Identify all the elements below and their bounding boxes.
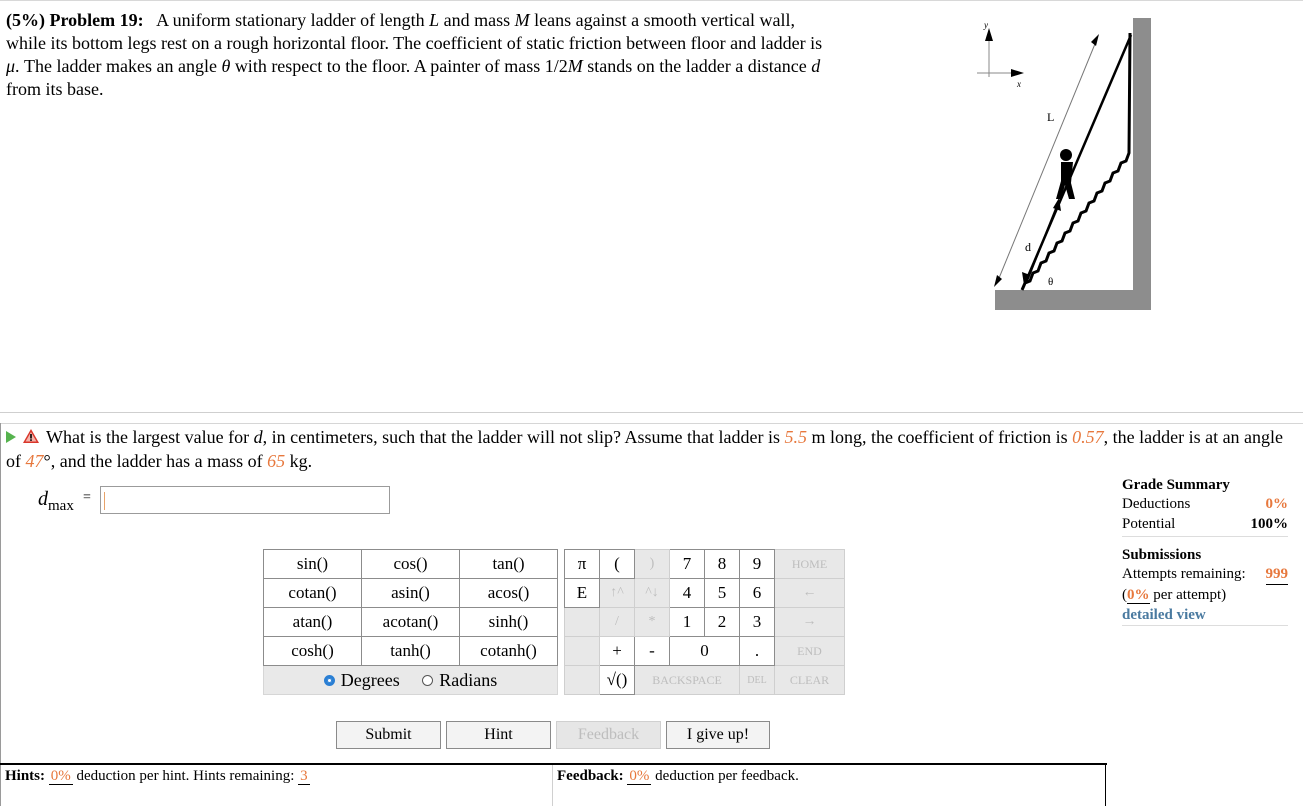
warning-icon (22, 428, 40, 444)
per-attempt-value: 0% (1127, 587, 1150, 603)
key-pi[interactable]: π (565, 550, 600, 579)
potential-value: 100% (1250, 516, 1288, 532)
key-dot[interactable]: . (740, 637, 775, 666)
hint-button[interactable]: Hint (446, 721, 551, 749)
key-divide[interactable]: / (600, 608, 635, 637)
question-text-part: kg. (285, 451, 313, 471)
attempts-value: 999 (1266, 564, 1289, 585)
question-border (0, 423, 1, 806)
radians-label: Radians (439, 669, 498, 690)
floor (995, 290, 1151, 310)
answer-input[interactable] (100, 486, 390, 514)
key-3[interactable]: 3 (740, 608, 775, 637)
section-divider (0, 412, 1303, 413)
key-e[interactable]: E (565, 579, 600, 608)
problem-number: (5%) Problem 19: (6, 10, 144, 30)
feedback-button[interactable]: Feedback (556, 721, 661, 749)
key-cos[interactable]: cos() (362, 550, 460, 579)
equals-sign: = (83, 490, 91, 505)
key-plus[interactable]: + (600, 637, 635, 666)
key-lparen[interactable]: ( (600, 550, 635, 579)
key-clear[interactable]: CLEAR (775, 666, 845, 695)
key-sinh[interactable]: sinh() (460, 608, 558, 637)
feedback-label: Feedback: (557, 768, 624, 784)
hint-bar-divider (552, 765, 553, 806)
var-M: M (514, 10, 530, 30)
axes-icon (977, 20, 1024, 89)
grade-summary-title: Grade Summary (1122, 477, 1230, 493)
key-home[interactable]: HOME (775, 550, 845, 579)
attempts-label: Attempts remaining: (1122, 566, 1246, 582)
question-text-part: °, and the ladder has a mass of (43, 451, 268, 471)
submit-button[interactable]: Submit (336, 721, 441, 749)
deductions-label: Deductions (1122, 496, 1191, 512)
key-rparen[interactable]: ) (635, 550, 670, 579)
function-keypad (263, 549, 558, 695)
mass-value: 65 (267, 451, 286, 471)
hints-info (5, 768, 310, 785)
wall (1133, 18, 1151, 310)
var-theta: θ (221, 56, 231, 76)
key-1[interactable]: 1 (670, 608, 705, 637)
hints-remaining: 3 (300, 768, 308, 784)
ladder-figure (975, 15, 1165, 315)
key-tanh[interactable]: tanh() (362, 637, 460, 666)
var-d: d (811, 56, 821, 76)
key-tan[interactable]: tan() (460, 550, 558, 579)
L-label: L (1047, 110, 1055, 124)
key-cotan[interactable]: cotan() (264, 579, 362, 608)
key-sin[interactable]: sin() (264, 550, 362, 579)
var-M: M (567, 56, 583, 76)
angle-mode (264, 666, 558, 695)
key-acos[interactable]: acos() (460, 579, 558, 608)
answer-sub: max (48, 498, 74, 514)
play-icon[interactable] (6, 431, 16, 443)
grade-summary (1122, 477, 1288, 626)
paren: ( (1122, 587, 1127, 603)
numeric-keypad (564, 549, 845, 695)
theta-label: θ (1048, 276, 1054, 288)
section-divider (0, 423, 1303, 424)
deductions-row (1122, 494, 1288, 514)
potential-row (1122, 514, 1288, 534)
key-end[interactable]: END (775, 637, 845, 666)
key-blank (565, 608, 600, 637)
per-attempt-row (1122, 585, 1288, 605)
key-sqrt[interactable]: √() (600, 666, 635, 695)
per-attempt-label: per attempt) (1153, 587, 1227, 603)
potential-label: Potential (1122, 516, 1176, 532)
key-backspace[interactable]: BACKSPACE (635, 666, 740, 695)
x-axis-label: x (1017, 79, 1021, 89)
attempts-row (1122, 564, 1288, 585)
hint-deduction: 0% (50, 768, 71, 784)
y-axis-label: y (984, 20, 988, 30)
degrees-radio[interactable] (324, 675, 335, 686)
radians-radio[interactable] (422, 675, 433, 686)
degrees-label: Degrees (340, 669, 400, 690)
answer-label (38, 488, 74, 515)
key-multiply[interactable]: * (635, 608, 670, 637)
key-6[interactable]: 6 (740, 579, 775, 608)
answer-var: d (38, 488, 48, 510)
ladder-length-value: 5.5 (784, 427, 807, 447)
give-up-button[interactable]: I give up! (666, 721, 770, 749)
key-right-arrow[interactable]: → (775, 608, 845, 637)
question-text (6, 425, 1296, 473)
key-cotanh[interactable]: cotanh() (460, 637, 558, 666)
problem-text: from its base. (6, 79, 104, 99)
problem-text: A uniform stationary ladder of length (156, 10, 430, 30)
key-2[interactable]: 2 (705, 608, 740, 637)
problem-text: and mass (439, 10, 515, 30)
key-asin[interactable]: asin() (362, 579, 460, 608)
key-8[interactable]: 8 (705, 550, 740, 579)
var-d: d (253, 427, 263, 447)
var-L: L (429, 10, 440, 30)
key-9[interactable]: 9 (740, 550, 775, 579)
hint-bar-border (1105, 763, 1106, 806)
hints-text: deduction per hint. Hints remaining: (76, 768, 295, 784)
top-divider (0, 0, 1303, 1)
problem-text: with respect to the floor. A painter of mass 1/2 (230, 56, 568, 76)
key-down[interactable]: ^↓ (635, 579, 670, 608)
problem-statement (6, 9, 836, 101)
feedback-info (557, 768, 799, 785)
hint-bar-border (0, 763, 1107, 765)
key-up[interactable]: ↑^ (600, 579, 635, 608)
submissions-title: Submissions (1122, 547, 1202, 563)
d-label: d (1025, 240, 1031, 254)
key-minus[interactable]: - (635, 637, 670, 666)
feedback-deduction: 0% (629, 768, 650, 784)
key-blank (565, 637, 600, 666)
var-mu: μ (6, 56, 16, 76)
detailed-view-link[interactable]: detailed view (1122, 605, 1288, 626)
deductions-value: 0% (1265, 496, 1288, 512)
key-0[interactable]: 0 (670, 637, 740, 666)
friction-value: 0.57 (1072, 427, 1104, 447)
feedback-text: deduction per feedback. (655, 768, 799, 784)
key-atan[interactable]: atan() (264, 608, 362, 637)
key-7[interactable]: 7 (670, 550, 705, 579)
question-text-part: , in centimeters, such that the ladder will not slip? Assume that ladder is (262, 427, 785, 447)
key-5[interactable]: 5 (705, 579, 740, 608)
key-blank (565, 666, 600, 695)
text-caret (104, 492, 105, 510)
key-acotan[interactable]: acotan() (362, 608, 460, 637)
angle-value: 47 (25, 451, 44, 471)
key-del[interactable]: DEL (740, 666, 775, 695)
question-text-part: m long, the coefficient of friction is (807, 427, 1073, 447)
grade-separator (1122, 536, 1288, 537)
hints-label: Hints: (5, 768, 46, 784)
question-text-part: , the ladder is at an angle of (6, 427, 1284, 471)
key-left-arrow[interactable]: ← (775, 579, 845, 608)
key-4[interactable]: 4 (670, 579, 705, 608)
problem-text: stands on the ladder a distance (582, 56, 812, 76)
question-text-part: What is the largest value for (46, 427, 254, 447)
problem-text: . The ladder makes an angle (15, 56, 222, 76)
problem-text: leans against a smooth vertical wall, while its bottom legs rest on a rough horizontal floor. The coefficient of static friction between floor and ladder is (6, 10, 823, 53)
key-cosh[interactable]: cosh() (264, 637, 362, 666)
